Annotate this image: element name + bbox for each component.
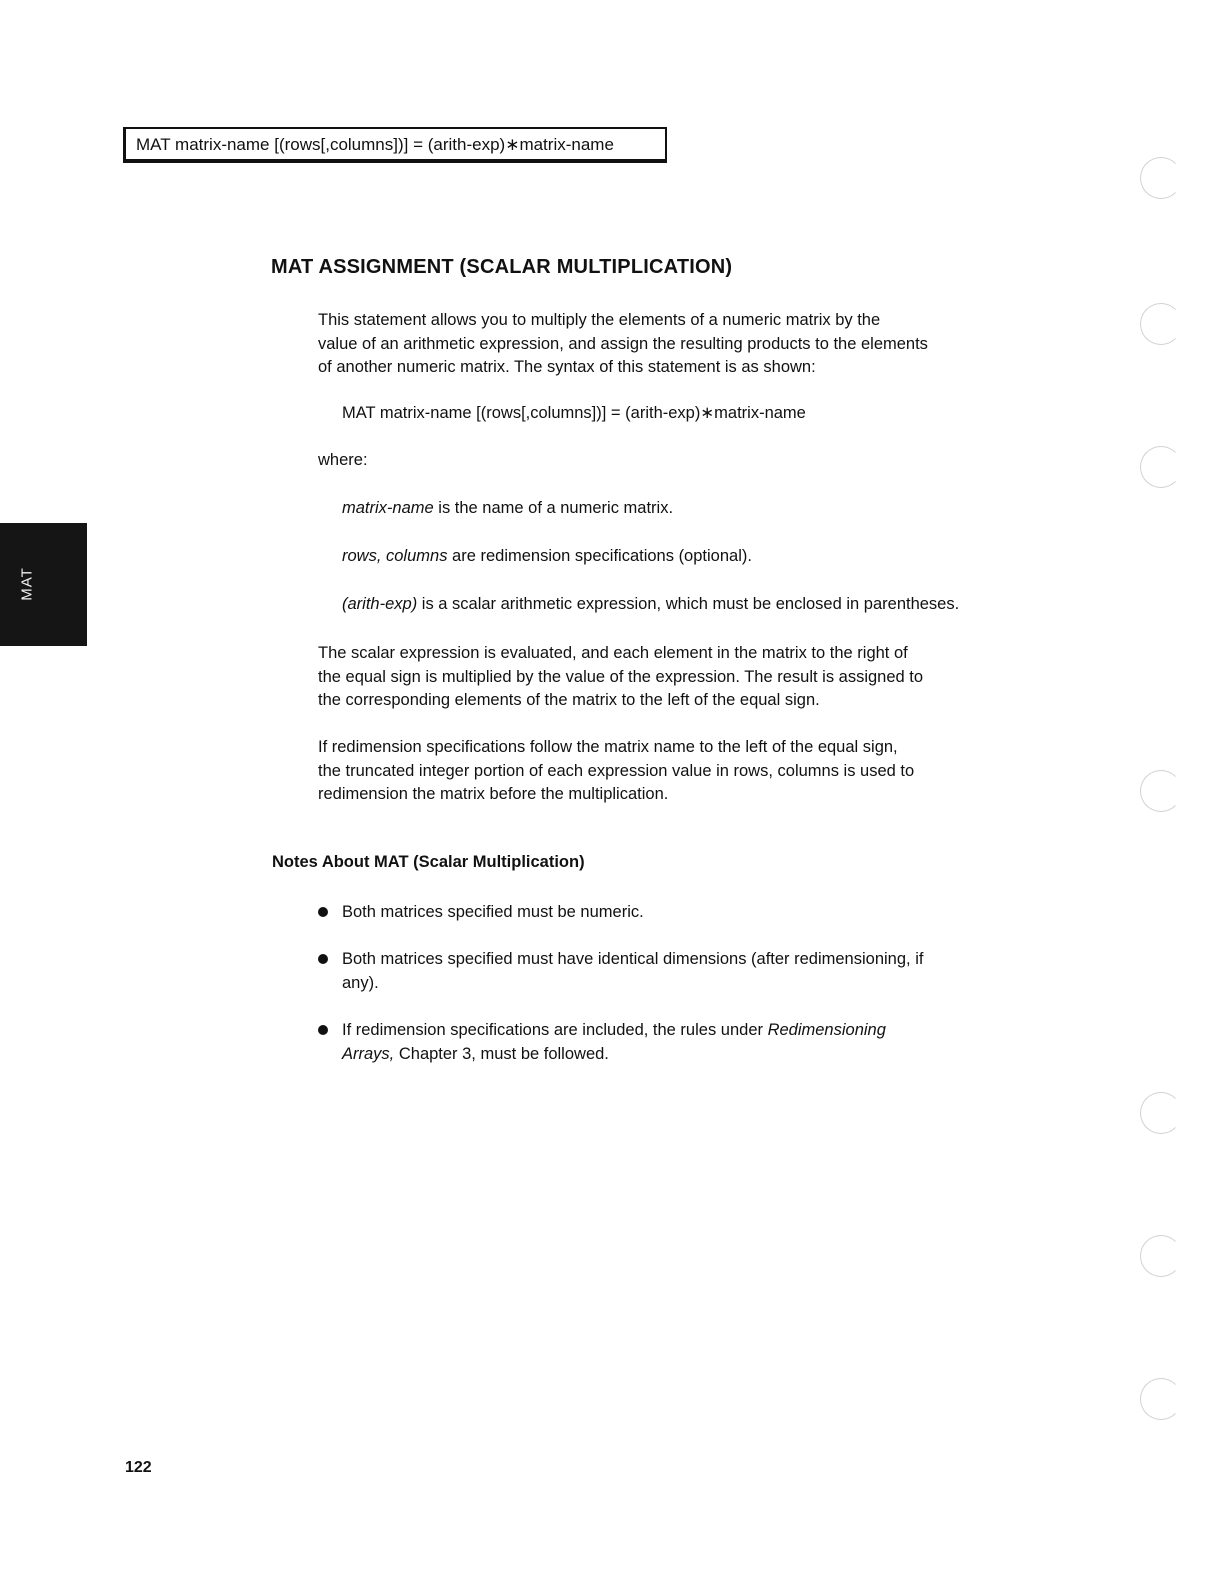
punch-hole-mark — [1140, 157, 1182, 199]
syntax-header-text: MAT matrix-name [(rows[,columns])] = (arith-exp)∗matrix-name — [136, 135, 614, 154]
definition-term: rows, columns — [342, 547, 448, 565]
section-title: MAT ASSIGNMENT (SCALAR MULTIPLICATION) — [271, 256, 733, 278]
redimension-line: If redimension specifications follow the matrix name to the left of the equal sign, — [318, 738, 898, 756]
definition-arith-exp — [342, 595, 959, 614]
evaluation-line: The scalar expression is evaluated, and each element in the matrix to the right of — [318, 644, 908, 662]
evaluation-line: the equal sign is multiplied by the value of the expression. The result is assigned to — [318, 667, 924, 686]
definition-text: are redimension specifications (optional). — [447, 547, 752, 565]
punch-hole-mark — [1140, 770, 1182, 812]
bullet-icon — [318, 954, 328, 964]
definition-matrix-name — [342, 499, 673, 518]
punch-hole-mark — [1140, 446, 1182, 488]
thumb-tab-label: MAT — [18, 567, 36, 601]
note-text: Both matrices specified must have identical dimensions (after redimensioning, if any). — [342, 950, 924, 992]
punch-hole-mark — [1140, 1378, 1182, 1420]
notes-title: Notes About MAT (Scalar Multiplication) — [272, 853, 585, 871]
note-text-pre: If redimension specifications are included, the rules under — [342, 1021, 768, 1039]
syntax-statement: MAT matrix-name [(rows[,columns])] = (arith-exp)∗matrix-name — [342, 404, 806, 422]
where-label: where: — [318, 451, 368, 469]
definition-term: matrix-name — [342, 499, 434, 517]
punch-hole-mark — [1140, 1092, 1182, 1134]
definition-text: is a scalar arithmetic expression, which must be enclosed in parentheses. — [417, 595, 960, 613]
punch-hole-mark — [1140, 303, 1182, 345]
definition-text: is the name of a numeric matrix. — [433, 499, 674, 517]
definition-rows-columns — [342, 547, 752, 566]
intro-line: of another numeric matrix. The syntax of this statement is as shown: — [318, 358, 816, 376]
section-thumb-tab — [0, 523, 87, 646]
intro-paragraph — [318, 309, 998, 380]
syntax-header-box — [123, 127, 667, 163]
redimension-line: the truncated integer portion of each expression value in rows, columns is used to — [318, 761, 915, 780]
note-text-post: Chapter 3, must be followed. — [394, 1045, 609, 1063]
evaluation-paragraph — [318, 642, 998, 713]
intro-line: value of an arithmetic expression, and assign the resulting products to the elements — [318, 334, 928, 353]
page-number: 122 — [125, 1459, 152, 1476]
note-text — [342, 1018, 942, 1066]
redimension-paragraph — [318, 736, 998, 807]
definition-term: (arith-exp) — [342, 595, 418, 613]
bullet-icon — [318, 1025, 328, 1035]
bullet-icon — [318, 907, 328, 917]
note-reference: Redimensioning Arrays, — [342, 1021, 886, 1063]
evaluation-line: the corresponding elements of the matrix to the left of the equal sign. — [318, 691, 820, 709]
intro-line: This statement allows you to multiply the elements of a numeric matrix by the — [318, 311, 881, 329]
punch-hole-mark — [1140, 1235, 1182, 1277]
note-text: Both matrices specified must be numeric. — [342, 903, 644, 921]
redimension-line: redimension the matrix before the multiplication. — [318, 785, 669, 803]
